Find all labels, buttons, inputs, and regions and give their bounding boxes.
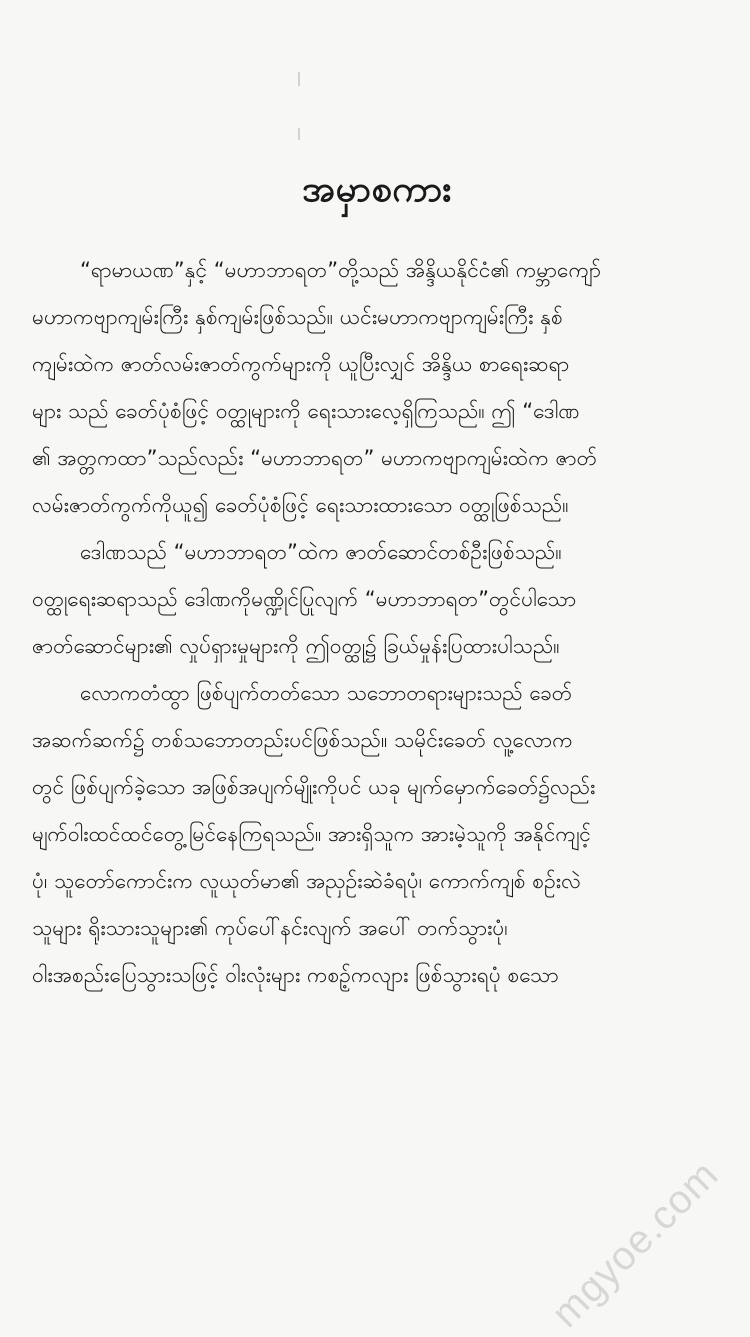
text-line: ဝါးအစည်းပြေသွားသဖြင့် ဝါးလုံးများ ကစဉ့်ကလျား ဖြစ်သွားရပုံ စသော — [32, 963, 559, 987]
text-line: တွင် ဖြစ်ပျက်ခဲ့သော အဖြစ်အပျက်မျိုးကိုပင် ယခု မျက်မှောက်ခေတ်၌လည်း — [32, 775, 596, 799]
watermark: mgyoe.com — [543, 1152, 728, 1336]
text-line: ဒေါဏသည် “မဟာဘာရတ”ထဲက ဇာတ်ဆောင်တစ်ဦးဖြစ်သည်။ — [80, 540, 562, 564]
text-line: ဇာတ်ဆောင်များ၏ လှုပ်ရှားမှုများကို ဤဝတ္ထု၌ ခြယ်မှုန်းပြထားပါသည်။ — [32, 634, 560, 658]
text-line: “ရာမာယဏ”နှင့် “မဟာဘာရတ”တို့သည် အိန္ဒိယနိုင်ငံ၏ ကမ္ဘာကျော် — [80, 258, 601, 282]
text-line: ဝတ္ထုရေးဆရာသည် ဒေါဏကိုမဏ္ဍိုင်ပြုလျက် “မဟာဘာရတ”တွင်ပါသော — [32, 587, 577, 611]
text-line: ပုံ၊ သူတော်ကောင်းက လူယုတ်မာ၏ အညှဉ်းဆဲခံရပုံ၊ ကောက်ကျစ် စဉ်းလဲ — [32, 869, 581, 893]
text-line: မျက်ဝါးထင်ထင်တွေ့မြင်နေကြရသည်။ အားရှိသူက အားမဲ့သူကို အနိုင်ကျင့် — [32, 822, 591, 846]
text-line: များ သည် ခေတ်ပုံစံဖြင့် ဝတ္ထုများကို ရေးသားလေ့ရှိကြသည်။ ဤ “ဒေါဏ — [32, 399, 580, 423]
page-body — [32, 165, 722, 999]
text-line: လောကတံထွာ ဖြစ်ပျက်တတ်သော သဘောတရားများသည် ခေတ် — [80, 681, 573, 705]
paragraph-2 — [32, 529, 722, 670]
text-line: အဆက်ဆက်၌ တစ်သဘောတည်းပင်ဖြစ်သည်။ သမိုင်းခေတ် လူ့လောက — [32, 728, 573, 752]
page-title: အမှာစကား — [302, 169, 452, 210]
bleed-through-text — [28, 0, 728, 160]
text-line: မဟာကဗျာကျမ်းကြီး နှစ်ကျမ်းဖြစ်သည်။ ယင်းမဟာကဗျာကျမ်းကြီး နှစ် — [32, 305, 563, 329]
paragraph-3 — [32, 670, 722, 999]
paragraph-1 — [32, 247, 722, 529]
text-line: ၏ အတ္တကထာ”သည်လည်း “မဟာဘာရတ” မဟာကဗျာကျမ်းထဲက ဇာတ် — [32, 446, 598, 470]
text-line: သူများ ရိုးသားသူများ၏ ကုပ်ပေါ်နင်းလျက် အပေါ် တက်သွားပုံ၊ — [32, 916, 508, 940]
text-line: လမ်းဇာတ်ကွက်ကိုယူ၍ ခေတ်ပုံစံဖြင့် ရေးသားထားသော ဝတ္ထုဖြစ်သည်။ — [32, 493, 569, 517]
text-line: ကျမ်းထဲက ဇာတ်လမ်းဇာတ်ကွက်များကို ယူပြီးလျှင် အိန္ဒိယ စာရေးဆရာ — [32, 352, 570, 376]
